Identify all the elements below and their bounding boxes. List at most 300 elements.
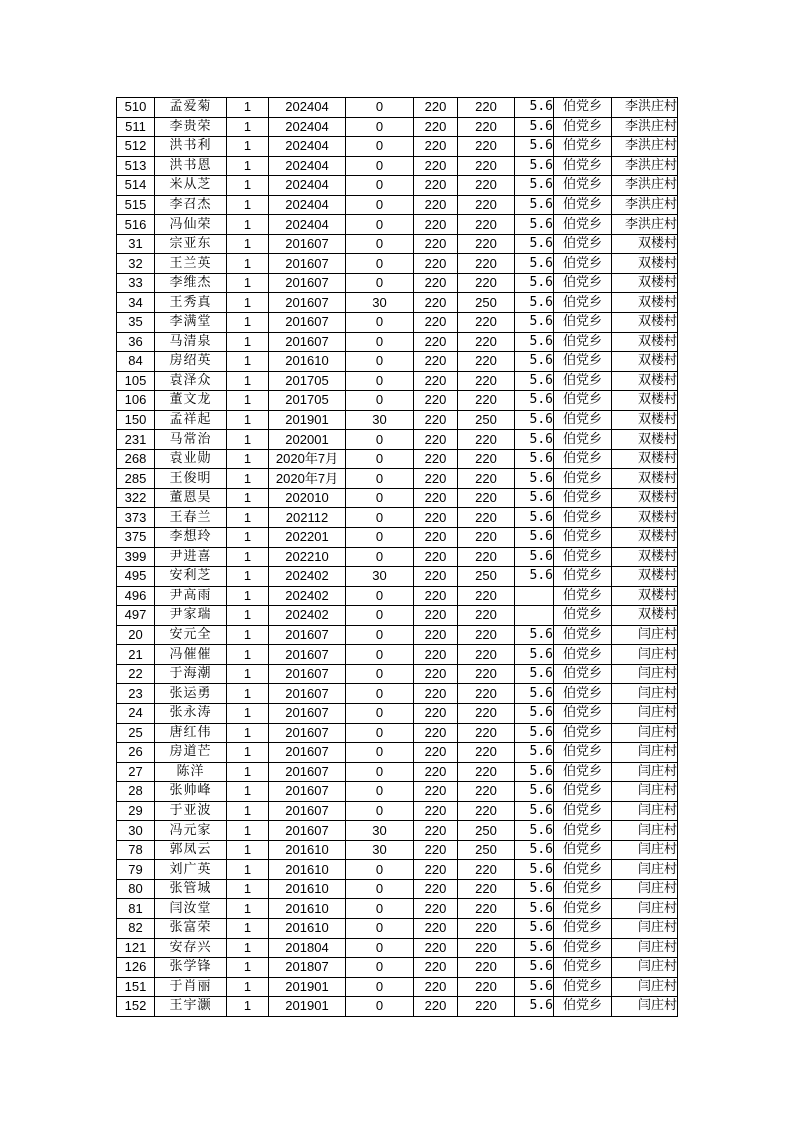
rate-cell: 5.6	[515, 117, 554, 137]
table-row	[117, 879, 678, 899]
total-amount-cell: 220	[458, 801, 515, 821]
total-amount-cell: 220	[458, 488, 515, 508]
serial-number-cell: 513	[117, 156, 155, 176]
serial-number-cell: 373	[117, 508, 155, 528]
village-cell: 李洪庄村	[612, 215, 678, 235]
rate-cell: 5.6	[515, 528, 554, 548]
total-amount-cell: 250	[458, 840, 515, 860]
name-cell: 王秀真	[155, 293, 227, 313]
total-amount-cell: 220	[458, 528, 515, 548]
extra-amount-cell: 0	[346, 664, 414, 684]
township-cell: 伯党乡	[554, 273, 612, 293]
rate-cell: 5.6	[515, 137, 554, 157]
table-row	[117, 254, 678, 274]
serial-number-cell: 495	[117, 567, 155, 587]
serial-number-cell: 34	[117, 293, 155, 313]
village-cell: 闫庄村	[612, 625, 678, 645]
start-date-cell: 201607	[269, 332, 346, 352]
total-amount-cell: 220	[458, 254, 515, 274]
extra-amount-cell: 0	[346, 137, 414, 157]
table-row	[117, 606, 678, 626]
extra-amount-cell: 0	[346, 430, 414, 450]
name-cell: 冯催催	[155, 645, 227, 665]
township-cell: 伯党乡	[554, 938, 612, 958]
start-date-cell: 201610	[269, 918, 346, 938]
total-amount-cell: 220	[458, 215, 515, 235]
start-date-cell: 202404	[269, 117, 346, 137]
start-date-cell: 202112	[269, 508, 346, 528]
count-cell: 1	[227, 528, 269, 548]
table-row	[117, 352, 678, 372]
start-date-cell: 201607	[269, 645, 346, 665]
name-cell: 安存兴	[155, 938, 227, 958]
table-row	[117, 625, 678, 645]
rate-cell: 5.6	[515, 743, 554, 763]
extra-amount-cell: 0	[346, 684, 414, 704]
count-cell: 1	[227, 840, 269, 860]
rate-cell: 5.6	[515, 313, 554, 333]
extra-amount-cell: 0	[346, 547, 414, 567]
start-date-cell: 201705	[269, 371, 346, 391]
count-cell: 1	[227, 273, 269, 293]
total-amount-cell: 220	[458, 391, 515, 411]
rate-cell: 5.6	[515, 215, 554, 235]
count-cell: 1	[227, 918, 269, 938]
base-amount-cell: 220	[414, 762, 458, 782]
table-row	[117, 137, 678, 157]
serial-number-cell: 31	[117, 234, 155, 254]
base-amount-cell: 220	[414, 98, 458, 118]
village-cell: 双楼村	[612, 606, 678, 626]
table-row	[117, 488, 678, 508]
base-amount-cell: 220	[414, 821, 458, 841]
extra-amount-cell: 0	[346, 176, 414, 196]
name-cell: 张富荣	[155, 918, 227, 938]
extra-amount-cell: 30	[346, 410, 414, 430]
count-cell: 1	[227, 782, 269, 802]
township-cell: 伯党乡	[554, 762, 612, 782]
start-date-cell: 201607	[269, 254, 346, 274]
total-amount-cell: 220	[458, 117, 515, 137]
serial-number-cell: 24	[117, 703, 155, 723]
base-amount-cell: 220	[414, 488, 458, 508]
serial-number-cell: 28	[117, 782, 155, 802]
rate-cell: 5.6	[515, 98, 554, 118]
township-cell: 伯党乡	[554, 371, 612, 391]
count-cell: 1	[227, 821, 269, 841]
base-amount-cell: 220	[414, 528, 458, 548]
township-cell: 伯党乡	[554, 254, 612, 274]
count-cell: 1	[227, 958, 269, 978]
total-amount-cell: 220	[458, 606, 515, 626]
name-cell: 安利芝	[155, 567, 227, 587]
name-cell: 米从芝	[155, 176, 227, 196]
base-amount-cell: 220	[414, 215, 458, 235]
township-cell: 伯党乡	[554, 117, 612, 137]
rate-cell: 5.6	[515, 782, 554, 802]
base-amount-cell: 220	[414, 860, 458, 880]
township-cell: 伯党乡	[554, 645, 612, 665]
serial-number-cell: 151	[117, 977, 155, 997]
base-amount-cell: 220	[414, 293, 458, 313]
extra-amount-cell: 0	[346, 195, 414, 215]
base-amount-cell: 220	[414, 117, 458, 137]
serial-number-cell: 82	[117, 918, 155, 938]
start-date-cell: 201610	[269, 899, 346, 919]
serial-number-cell: 22	[117, 664, 155, 684]
township-cell: 伯党乡	[554, 997, 612, 1017]
total-amount-cell: 220	[458, 449, 515, 469]
township-cell: 伯党乡	[554, 391, 612, 411]
start-date-cell: 201607	[269, 625, 346, 645]
name-cell: 马常治	[155, 430, 227, 450]
table-row	[117, 234, 678, 254]
name-cell: 王兰英	[155, 254, 227, 274]
township-cell: 伯党乡	[554, 782, 612, 802]
village-cell: 闫庄村	[612, 860, 678, 880]
township-cell: 伯党乡	[554, 821, 612, 841]
count-cell: 1	[227, 703, 269, 723]
table-row	[117, 567, 678, 587]
name-cell: 尹进喜	[155, 547, 227, 567]
base-amount-cell: 220	[414, 273, 458, 293]
total-amount-cell: 220	[458, 782, 515, 802]
village-cell: 李洪庄村	[612, 156, 678, 176]
rate-cell: 5.6	[515, 860, 554, 880]
village-cell: 闫庄村	[612, 821, 678, 841]
extra-amount-cell: 0	[346, 977, 414, 997]
start-date-cell: 201607	[269, 703, 346, 723]
township-cell: 伯党乡	[554, 684, 612, 704]
base-amount-cell: 220	[414, 137, 458, 157]
table-row	[117, 547, 678, 567]
township-cell: 伯党乡	[554, 352, 612, 372]
name-cell: 张学锋	[155, 958, 227, 978]
name-cell: 张运勇	[155, 684, 227, 704]
base-amount-cell: 220	[414, 997, 458, 1017]
count-cell: 1	[227, 215, 269, 235]
serial-number-cell: 322	[117, 488, 155, 508]
table-row	[117, 293, 678, 313]
serial-number-cell: 510	[117, 98, 155, 118]
extra-amount-cell: 30	[346, 567, 414, 587]
extra-amount-cell: 0	[346, 860, 414, 880]
township-cell: 伯党乡	[554, 195, 612, 215]
start-date-cell: 201607	[269, 743, 346, 763]
township-cell: 伯党乡	[554, 508, 612, 528]
total-amount-cell: 220	[458, 313, 515, 333]
serial-number-cell: 25	[117, 723, 155, 743]
table-row	[117, 469, 678, 489]
rate-cell: 5.6	[515, 840, 554, 860]
extra-amount-cell: 0	[346, 332, 414, 352]
table-row	[117, 371, 678, 391]
start-date-cell: 201607	[269, 762, 346, 782]
township-cell: 伯党乡	[554, 234, 612, 254]
extra-amount-cell: 0	[346, 156, 414, 176]
table-row	[117, 98, 678, 118]
extra-amount-cell: 0	[346, 899, 414, 919]
name-cell: 于肖丽	[155, 977, 227, 997]
village-cell: 闫庄村	[612, 879, 678, 899]
township-cell: 伯党乡	[554, 703, 612, 723]
rate-cell: 5.6	[515, 156, 554, 176]
rate-cell: 5.6	[515, 821, 554, 841]
extra-amount-cell: 0	[346, 488, 414, 508]
name-cell: 张管城	[155, 879, 227, 899]
extra-amount-cell: 0	[346, 215, 414, 235]
name-cell: 李贵荣	[155, 117, 227, 137]
base-amount-cell: 220	[414, 899, 458, 919]
table-row	[117, 410, 678, 430]
village-cell: 李洪庄村	[612, 117, 678, 137]
count-cell: 1	[227, 137, 269, 157]
count-cell: 1	[227, 488, 269, 508]
township-cell: 伯党乡	[554, 586, 612, 606]
village-cell: 双楼村	[612, 293, 678, 313]
serial-number-cell: 80	[117, 879, 155, 899]
total-amount-cell: 250	[458, 410, 515, 430]
village-cell: 双楼村	[612, 547, 678, 567]
total-amount-cell: 220	[458, 997, 515, 1017]
count-cell: 1	[227, 98, 269, 118]
serial-number-cell: 32	[117, 254, 155, 274]
township-cell: 伯党乡	[554, 449, 612, 469]
rate-cell: 5.6	[515, 918, 554, 938]
table-row	[117, 743, 678, 763]
extra-amount-cell: 0	[346, 958, 414, 978]
total-amount-cell: 220	[458, 371, 515, 391]
table-row	[117, 156, 678, 176]
serial-number-cell: 81	[117, 899, 155, 919]
total-amount-cell: 220	[458, 352, 515, 372]
village-cell: 李洪庄村	[612, 98, 678, 118]
serial-number-cell: 33	[117, 273, 155, 293]
rate-cell: 5.6	[515, 273, 554, 293]
name-cell: 唐红伟	[155, 723, 227, 743]
township-cell: 伯党乡	[554, 567, 612, 587]
table-row	[117, 215, 678, 235]
start-date-cell: 202404	[269, 137, 346, 157]
village-cell: 闫庄村	[612, 762, 678, 782]
serial-number-cell: 512	[117, 137, 155, 157]
rate-cell: 5.6	[515, 684, 554, 704]
start-date-cell: 202404	[269, 215, 346, 235]
start-date-cell: 201610	[269, 840, 346, 860]
extra-amount-cell: 0	[346, 352, 414, 372]
base-amount-cell: 220	[414, 723, 458, 743]
rate-cell: 5.6	[515, 371, 554, 391]
table-row	[117, 723, 678, 743]
township-cell: 伯党乡	[554, 137, 612, 157]
count-cell: 1	[227, 254, 269, 274]
base-amount-cell: 220	[414, 410, 458, 430]
start-date-cell: 201807	[269, 958, 346, 978]
subsidy-roster-table	[116, 97, 678, 1017]
extra-amount-cell: 0	[346, 449, 414, 469]
table-row	[117, 801, 678, 821]
table-row	[117, 645, 678, 665]
township-cell: 伯党乡	[554, 840, 612, 860]
name-cell: 陈洋	[155, 762, 227, 782]
township-cell: 伯党乡	[554, 528, 612, 548]
serial-number-cell: 30	[117, 821, 155, 841]
rate-cell: 5.6	[515, 879, 554, 899]
extra-amount-cell: 0	[346, 98, 414, 118]
rate-cell: 5.6	[515, 469, 554, 489]
township-cell: 伯党乡	[554, 488, 612, 508]
village-cell: 闫庄村	[612, 743, 678, 763]
rate-cell: 5.6	[515, 801, 554, 821]
count-cell: 1	[227, 625, 269, 645]
total-amount-cell: 220	[458, 703, 515, 723]
village-cell: 李洪庄村	[612, 195, 678, 215]
count-cell: 1	[227, 117, 269, 137]
count-cell: 1	[227, 469, 269, 489]
base-amount-cell: 220	[414, 703, 458, 723]
village-cell: 闫庄村	[612, 899, 678, 919]
extra-amount-cell: 30	[346, 293, 414, 313]
village-cell: 双楼村	[612, 410, 678, 430]
count-cell: 1	[227, 195, 269, 215]
name-cell: 马清泉	[155, 332, 227, 352]
table-row	[117, 664, 678, 684]
count-cell: 1	[227, 449, 269, 469]
count-cell: 1	[227, 801, 269, 821]
base-amount-cell: 220	[414, 801, 458, 821]
start-date-cell: 202404	[269, 176, 346, 196]
total-amount-cell: 220	[458, 176, 515, 196]
name-cell: 袁泽众	[155, 371, 227, 391]
total-amount-cell: 220	[458, 156, 515, 176]
start-date-cell: 202402	[269, 567, 346, 587]
base-amount-cell: 220	[414, 567, 458, 587]
serial-number-cell: 106	[117, 391, 155, 411]
village-cell: 李洪庄村	[612, 137, 678, 157]
count-cell: 1	[227, 606, 269, 626]
name-cell: 孟爱菊	[155, 98, 227, 118]
table-row	[117, 997, 678, 1017]
rate-cell: 5.6	[515, 254, 554, 274]
base-amount-cell: 220	[414, 684, 458, 704]
total-amount-cell: 220	[458, 195, 515, 215]
name-cell: 尹高雨	[155, 586, 227, 606]
village-cell: 双楼村	[612, 234, 678, 254]
count-cell: 1	[227, 508, 269, 528]
serial-number-cell: 79	[117, 860, 155, 880]
extra-amount-cell: 0	[346, 879, 414, 899]
village-cell: 双楼村	[612, 508, 678, 528]
name-cell: 袁业勋	[155, 449, 227, 469]
base-amount-cell: 220	[414, 977, 458, 997]
serial-number-cell: 26	[117, 743, 155, 763]
rate-cell: 5.6	[515, 430, 554, 450]
rate-cell: 5.6	[515, 352, 554, 372]
serial-number-cell: 105	[117, 371, 155, 391]
extra-amount-cell: 30	[346, 840, 414, 860]
start-date-cell: 201610	[269, 352, 346, 372]
count-cell: 1	[227, 684, 269, 704]
extra-amount-cell: 0	[346, 528, 414, 548]
start-date-cell: 201607	[269, 801, 346, 821]
township-cell: 伯党乡	[554, 625, 612, 645]
start-date-cell: 202210	[269, 547, 346, 567]
extra-amount-cell: 0	[346, 743, 414, 763]
start-date-cell: 201607	[269, 664, 346, 684]
extra-amount-cell: 0	[346, 645, 414, 665]
start-date-cell: 201610	[269, 879, 346, 899]
name-cell: 冯元家	[155, 821, 227, 841]
village-cell: 闫庄村	[612, 958, 678, 978]
rate-cell: 5.6	[515, 958, 554, 978]
total-amount-cell: 220	[458, 586, 515, 606]
rate-cell: 5.6	[515, 410, 554, 430]
base-amount-cell: 220	[414, 586, 458, 606]
township-cell: 伯党乡	[554, 860, 612, 880]
serial-number-cell: 375	[117, 528, 155, 548]
village-cell: 双楼村	[612, 449, 678, 469]
base-amount-cell: 220	[414, 743, 458, 763]
village-cell: 双楼村	[612, 528, 678, 548]
table-row	[117, 821, 678, 841]
count-cell: 1	[227, 391, 269, 411]
table-row	[117, 332, 678, 352]
count-cell: 1	[227, 547, 269, 567]
rate-cell: 5.6	[515, 547, 554, 567]
village-cell: 闫庄村	[612, 997, 678, 1017]
total-amount-cell: 220	[458, 743, 515, 763]
serial-number-cell: 23	[117, 684, 155, 704]
rate-cell	[515, 606, 554, 626]
serial-number-cell: 511	[117, 117, 155, 137]
count-cell: 1	[227, 762, 269, 782]
village-cell: 闫庄村	[612, 801, 678, 821]
rate-cell: 5.6	[515, 703, 554, 723]
village-cell: 闫庄村	[612, 840, 678, 860]
rate-cell: 5.6	[515, 391, 554, 411]
extra-amount-cell: 0	[346, 782, 414, 802]
count-cell: 1	[227, 645, 269, 665]
name-cell: 于亚波	[155, 801, 227, 821]
table-row	[117, 840, 678, 860]
serial-number-cell: 514	[117, 176, 155, 196]
extra-amount-cell: 0	[346, 469, 414, 489]
extra-amount-cell: 0	[346, 313, 414, 333]
extra-amount-cell: 0	[346, 586, 414, 606]
start-date-cell: 202404	[269, 98, 346, 118]
name-cell: 董文龙	[155, 391, 227, 411]
count-cell: 1	[227, 332, 269, 352]
total-amount-cell: 250	[458, 821, 515, 841]
extra-amount-cell: 0	[346, 703, 414, 723]
total-amount-cell: 220	[458, 547, 515, 567]
count-cell: 1	[227, 723, 269, 743]
start-date-cell: 202001	[269, 430, 346, 450]
base-amount-cell: 220	[414, 625, 458, 645]
count-cell: 1	[227, 313, 269, 333]
rate-cell: 5.6	[515, 997, 554, 1017]
name-cell: 孟祥起	[155, 410, 227, 430]
serial-number-cell: 285	[117, 469, 155, 489]
table-row	[117, 195, 678, 215]
total-amount-cell: 220	[458, 98, 515, 118]
total-amount-cell: 220	[458, 977, 515, 997]
count-cell: 1	[227, 938, 269, 958]
start-date-cell: 201901	[269, 997, 346, 1017]
serial-number-cell: 516	[117, 215, 155, 235]
rate-cell	[515, 586, 554, 606]
serial-number-cell: 126	[117, 958, 155, 978]
